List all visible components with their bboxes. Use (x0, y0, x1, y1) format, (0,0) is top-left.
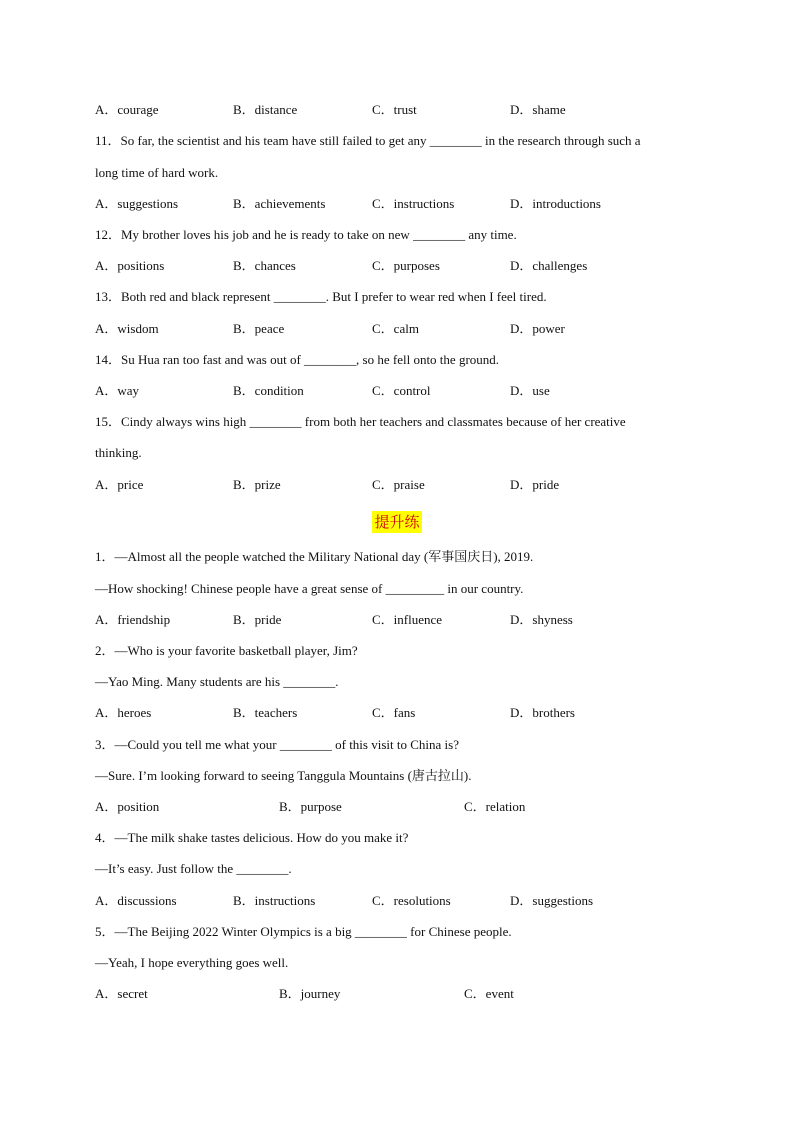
option-b: B．chances (233, 258, 296, 273)
practice-5-reply: —Yeah, I hope everything goes well. (95, 955, 289, 970)
option-a: A．heroes (95, 705, 152, 720)
practice-4-text: 4．—The milk shake tastes delicious. How do you make it? (95, 830, 409, 845)
practice-2-reply: —Yao Ming. Many students are his ________. (95, 674, 339, 689)
practice-2-text: 2．—Who is your favorite basketball player, Jim? (95, 643, 358, 658)
practice-3-reply: —Sure. I’m looking forward to seeing Tanggula Mountains (唐古拉山). (95, 768, 472, 783)
question-12-text: 12．My brother loves his job and he is ready to take on new ________ any time. (95, 227, 517, 242)
option-c: C．instructions (372, 196, 455, 211)
question-13-text: 13．Both red and black represent ________. But I prefer to wear red when I feel tired. (95, 289, 547, 304)
question-11-text-cont: long time of hard work. (95, 165, 219, 180)
question-14-text: 14．Su Hua ran too fast and was out of ________, so he fell onto the ground. (95, 352, 500, 367)
option-a: A．positions (95, 258, 165, 273)
practice-1-reply: —How shocking! Chinese people have a great sense of _________ in our country. (95, 581, 524, 596)
option-d: D．power (510, 321, 565, 336)
option-b: B．instructions (233, 893, 316, 908)
option-b: B．journey (279, 986, 341, 1001)
option-c: C．calm (372, 321, 419, 336)
option-d: D．pride (510, 477, 560, 492)
question-11-text: 11．So far, the scientist and his team have still failed to get any ________ in the research through such a (95, 133, 641, 148)
option-d: D．challenges (510, 258, 588, 273)
option-c: C．praise (372, 477, 425, 492)
question-15-text: 15．Cindy always wins high ________ from both her teachers and classmates because of her creative (95, 414, 626, 429)
option-c: C．control (372, 383, 431, 398)
practice-5-text: 5．—The Beijing 2022 Winter Olympics is a big ________ for Chinese people. (95, 924, 512, 939)
option-b: B．achievements (233, 196, 326, 211)
practice-4-reply: —It’s easy. Just follow the ________. (95, 861, 292, 876)
option-b: B．pride (233, 612, 282, 627)
option-a: A．secret (95, 986, 148, 1001)
option-a: A．position (95, 799, 160, 814)
option-c: C．trust (372, 102, 417, 117)
option-a: A．discussions (95, 893, 177, 908)
option-a: A．friendship (95, 612, 171, 627)
section-heading-label: 提升练 (374, 513, 420, 531)
option-a: A．price (95, 477, 144, 492)
option-c: C．resolutions (372, 893, 451, 908)
option-d: D．introductions (510, 196, 601, 211)
section-heading (0, 511, 794, 533)
option-b: B．prize (233, 477, 281, 492)
option-b: B．distance (233, 102, 298, 117)
option-d: D．use (510, 383, 550, 398)
option-b: B．teachers (233, 705, 298, 720)
option-a: A．wisdom (95, 321, 159, 336)
option-c: C．influence (372, 612, 443, 627)
practice-1-text: 1．—Almost all the people watched the Military National day (军事国庆日), 2019. (95, 549, 534, 564)
option-d: D．shame (510, 102, 566, 117)
question-15-text-cont: thinking. (95, 445, 142, 460)
option-c: C．purposes (372, 258, 440, 273)
option-b: B．purpose (279, 799, 342, 814)
option-b: B．condition (233, 383, 304, 398)
option-c: C．fans (372, 705, 416, 720)
option-c: C．relation (464, 799, 526, 814)
option-d: D．brothers (510, 705, 575, 720)
option-d: D．suggestions (510, 893, 594, 908)
option-a: A．way (95, 383, 140, 398)
option-b: B．peace (233, 321, 285, 336)
practice-3-text: 3．—Could you tell me what your ________ of this visit to China is? (95, 737, 459, 752)
option-a: A．suggestions (95, 196, 179, 211)
option-a: A．courage (95, 102, 159, 117)
option-c: C．event (464, 986, 514, 1001)
option-d: D．shyness (510, 612, 573, 627)
